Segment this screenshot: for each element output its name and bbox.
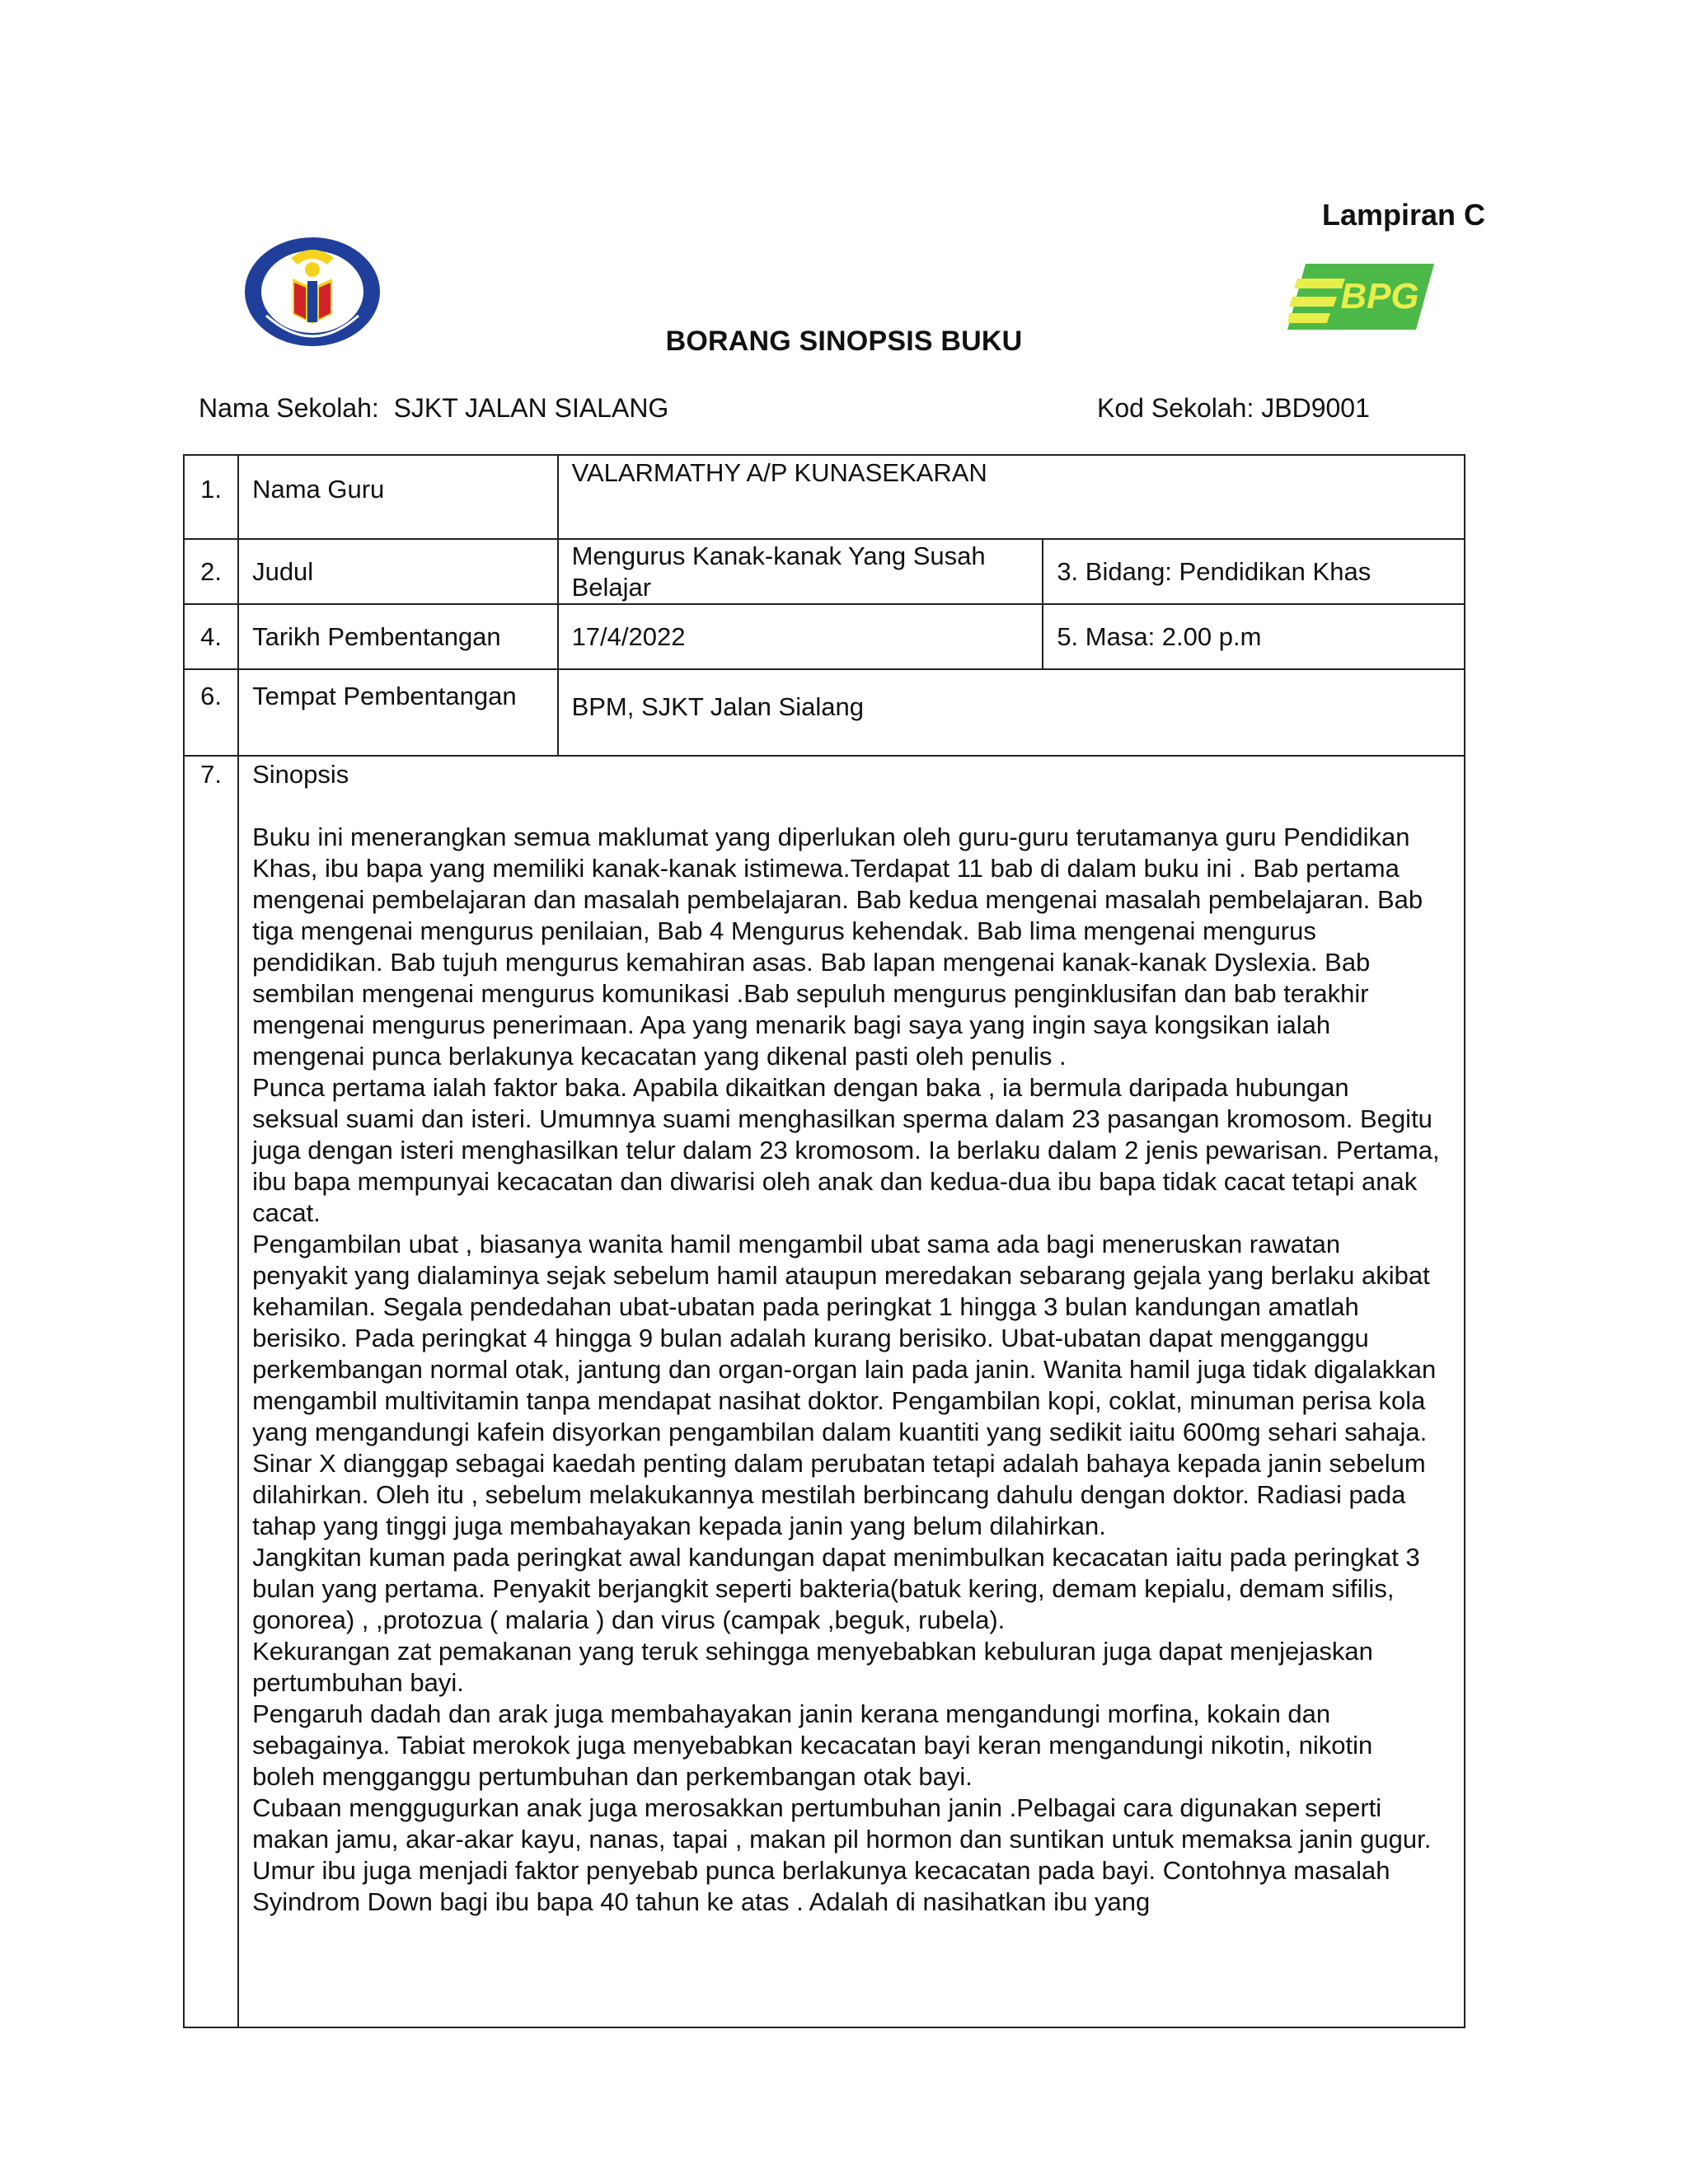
row-number: 4. [184,604,238,669]
presentation-date-label: Tarikh Pembentangan [238,604,557,669]
svg-text:BPG: BPG [1340,276,1419,316]
presentation-venue-label: Tempat Pembentangan [238,669,557,756]
row-number: 6. [184,669,238,756]
form-row-venue [184,669,1465,756]
form-row-teacher-name [184,455,1465,539]
form-row-title [184,539,1465,604]
field-of-study: 3. Bidang: Pendidikan Khas [1043,539,1465,604]
synopsis-paragraph: Sinar X dianggap sebagai kaedah penting dalam perubatan tetapi adalah bahaya kepada janin sebelum dilahirkan. Oleh itu , sebelum melakukannya mestilah berbincang dahulu dengan doktor. Radiasi pada tahap yang tinggi juga membahayakan kepada janin yang belum dilahirkan. [252,1449,1426,1540]
school-name-value: SJKT JALAN SIALANG [393,393,669,423]
book-title-label: Judul [238,539,557,604]
synopsis-paragraph: Umur ibu juga menjadi faktor penyebab punca berlakunya kecacatan pada bayi. Contohnya masalah Syindrom Down bagi ibu bapa 40 tahun ke atas . Adalah di nasihatkan ibu yang [252,1856,1390,1916]
synopsis-form-table [183,454,1465,2028]
school-name-line [199,393,668,424]
school-name-label: Nama Sekolah: [199,393,379,423]
synopsis-paragraph: Pengaruh dadah dan arak juga membahayakan janin kerana mengandungi morfina, kokain dan sebagainya. Tabiat merokok juga menyebabkan kecacatan bayi keran mengandungi nikotin, nikotin boleh mengganggu pertumbuhan dan perkembangan otak bayi. [252,1699,1373,1791]
synopsis-label: Sinopsis [252,760,349,789]
synopsis-cell [238,756,1465,2027]
row-number: 1. [184,455,238,539]
presentation-venue-value: BPM, SJKT Jalan Sialang [558,669,1465,756]
form-row-synopsis [184,756,1465,2027]
book-title-value: Mengurus Kanak-kanak Yang Susah Belajar [558,539,1043,604]
synopsis-text [252,822,1457,1918]
synopsis-paragraph: Buku ini menerangkan semua maklumat yang diperlukan oleh guru-guru terutamanya guru Pendidikan Khas, ibu bapa yang memiliki kanak-kanak istimewa.Terdapat 11 bab di dalam buku ini . Bab pertama mengenai pembelajaran dan masalah pembelajaran. Bab kedua mengenai masalah pembelajaran. Bab tiga mengenai mengurus penilaian, Bab 4 Mengurus kehendak. Bab lima mengenai mengurus pendidikan. Bab tujuh mengurus kemahiran asas. Bab lapan mengenai kanak-kanak Dyslexia. Bab sembilan mengenai mengurus komunikasi .Bab sepuluh mengurus penginklusifan dan bab terakhir mengenai mengurus penerimaan. Apa yang menarik bagi saya yang ingin saya kongsikan ialah mengenai punca berlakunya kecacatan yang dikenal pasti oleh penulis . [252,823,1423,1071]
synopsis-paragraph: Cubaan menggugurkan anak juga merosakkan pertumbuhan janin .Pelbagai cara digunakan seperti makan jamu, akar-akar kayu, nanas, tapai , makan pil hormon dan suntikan untuk memaksa janin gugur. [252,1793,1432,1854]
teacher-name-label: Nama Guru [238,455,557,539]
bpg-logo [1287,260,1434,331]
synopsis-paragraph: Jangkitan kuman pada peringkat awal kandungan dapat menimbulkan kecacatan iaitu pada peringkat 3 bulan yang pertama. Penyakit berjangkit seperti bakteria(batuk kering, demam kepialu, demam sifilis, gonorea) , ,protozua ( malaria ) dan virus (campak ,beguk, rubela). [252,1543,1420,1634]
form-row-date [184,604,1465,669]
school-code-value: JBD9001 [1261,393,1370,423]
school-code-line [1097,393,1370,424]
synopsis-paragraph: Punca pertama ialah faktor baka. Apabila dikaitkan dengan baka , ia bermula daripada hubungan seksual suami dan isteri. Umumnya suami menghasilkan sperma dalam 23 pasangan kromosom. Begitu juga dengan isteri menghasilkan telur dalam 23 kromosom. Ia berlaku dalam 2 jenis pewarisan. Pertama, ibu bapa mempunyai kecacatan dan diwarisi oleh anak dan kedua-dua ibu bapa tidak cacat tetapi anak cacat. [252,1073,1440,1227]
synopsis-paragraph: Kekurangan zat pemakanan yang teruk sehingga menyebabkan kebuluran juga dapat menjejaskan pertumbuhan bayi. [252,1637,1373,1697]
teacher-name-value: VALARMATHY A/P KUNASEKARAN [558,455,1465,539]
form-title: BORANG SINOPSIS BUKU [665,326,1023,357]
row-number: 2. [184,539,238,604]
presentation-date-value: 17/4/2022 [558,604,1043,669]
synopsis-paragraph: Pengambilan ubat , biasanya wanita hamil mengambil ubat sama ada bagi meneruskan rawatan penyakit yang dialaminya sejak sebelum hamil ataupun meredakan sebarang gejala yang berlaku akibat kehamilan. Segala pendedahan ubat-ubatan pada peringkat 1 hingga 3 bulan kandungan amatlah berisiko. Pada peringkat 4 hingga 9 bulan adalah kurang berisiko. Ubat-ubatan dapat mengganggu perkembangan normal otak, jantung dan organ-organ lain pada janin. Wanita hamil juga tidak digalakkan mengambil multivitamin tanpa mendapat nasihat doktor. Pengambilan kopi, coklat, minuman perisa kola yang mengandungi kafein disyorkan pengambilan dalam kuantiti yang sedikit iaitu 600mg sehari sahaja. [252,1230,1437,1446]
row-number: 7. [184,756,238,2027]
school-code-label: Kod Sekolah: [1097,393,1254,423]
appendix-label: Lampiran C [1322,198,1486,232]
presentation-time: 5. Masa: 2.00 p.m [1043,604,1465,669]
